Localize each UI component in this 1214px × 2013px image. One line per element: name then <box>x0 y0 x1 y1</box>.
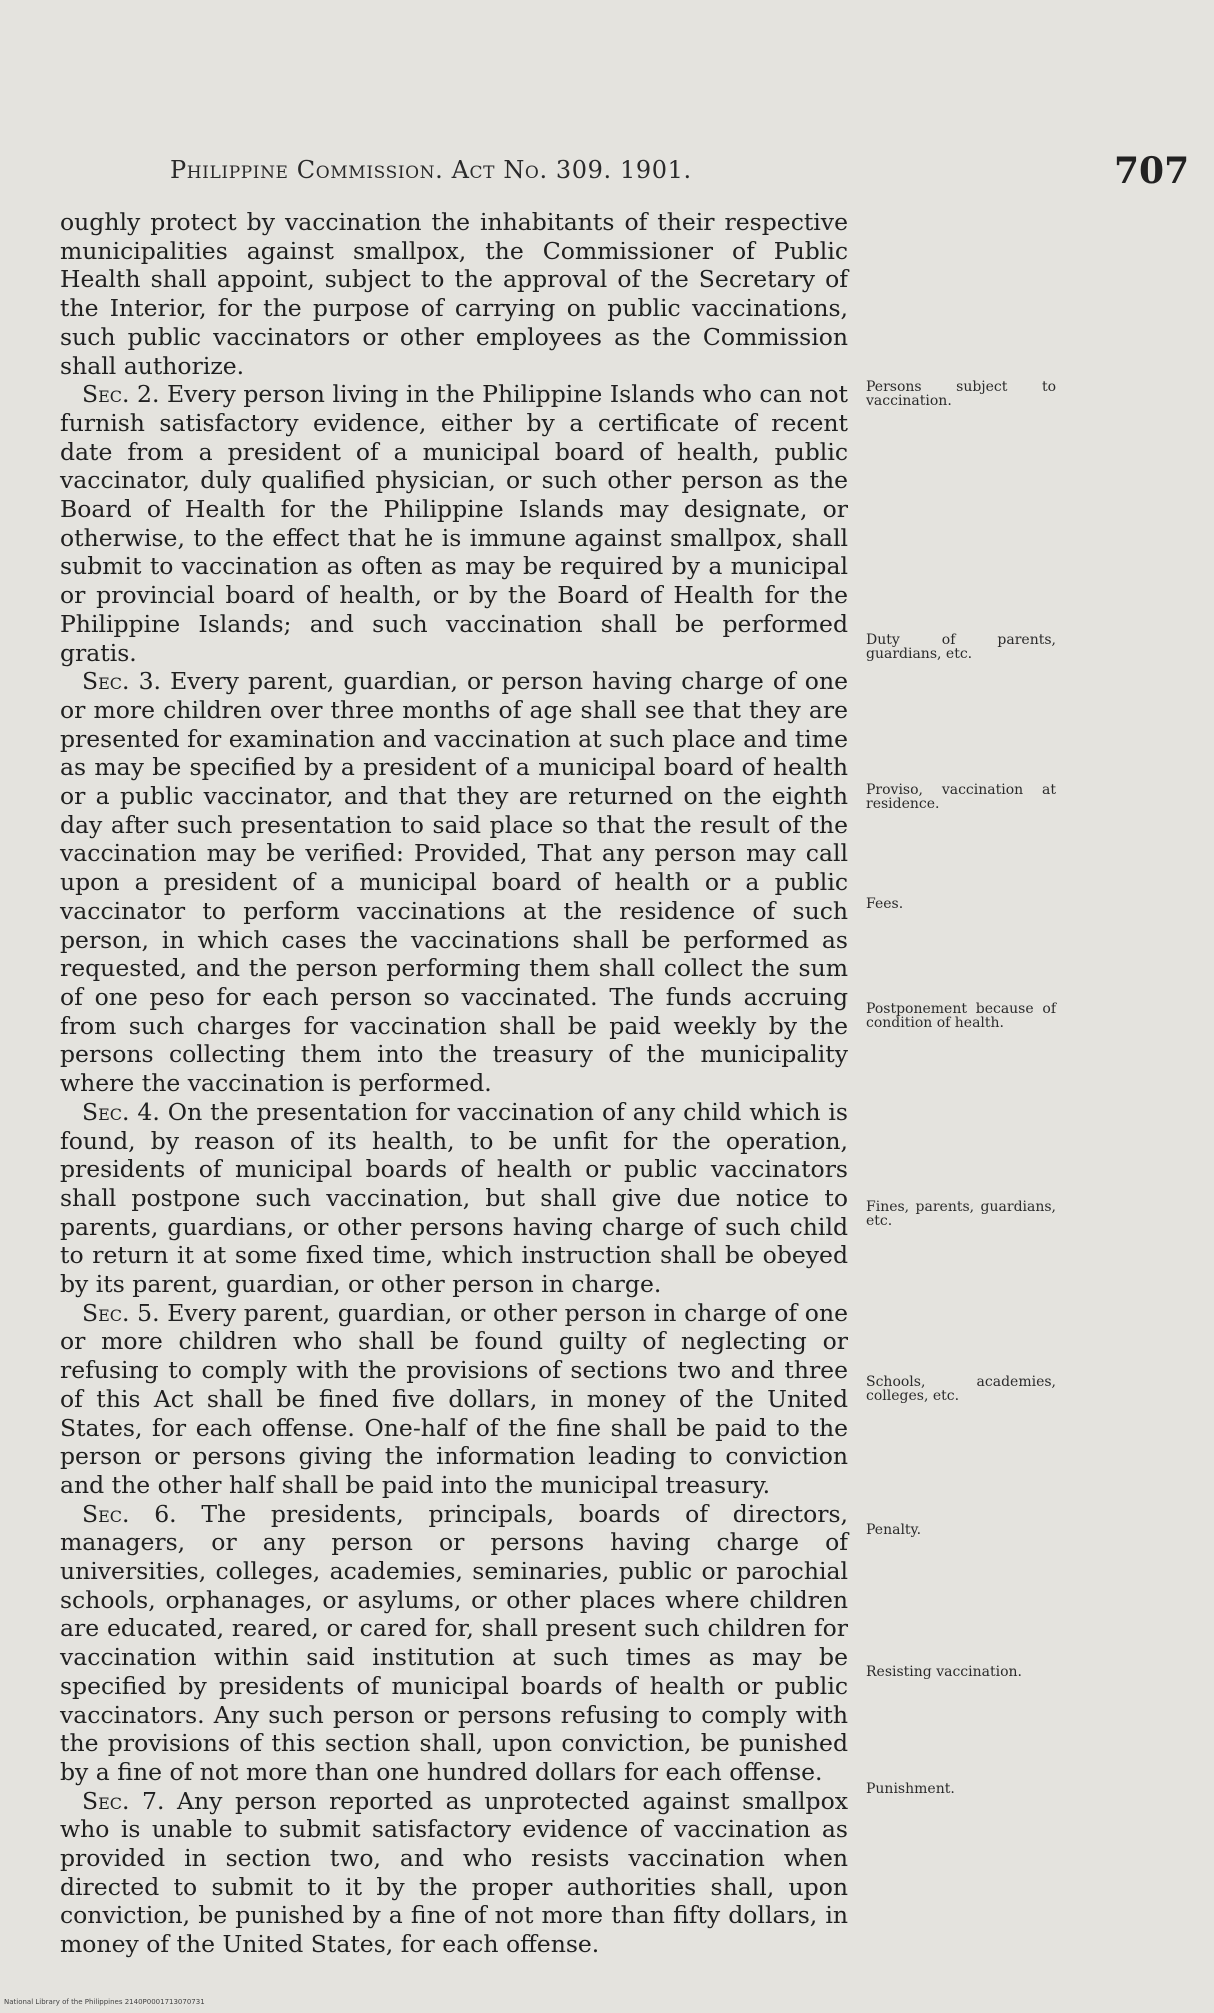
paragraph-text: Every parent, guardian, or other person in charge of one or more children who shall be found guilty of neglecting or refusing to comply with the provisions of sections two and three of this Act shall be fined five dollars, in money of the United States, for each offense. One-half of the fine shall be paid to the person or persons giving the information leading to conviction and the other half shall be paid into the municipal treasury. <box>60 1298 848 1499</box>
section-6 <box>60 1500 848 1787</box>
section-label: Sec. 2. <box>82 380 160 409</box>
margin-note-schools: Schools, academies, colleges, etc. <box>866 1374 1056 1404</box>
margin-note-duty-of-parents: Duty of parents, guardians, etc. <box>866 632 1056 662</box>
section-label: Sec. 6. <box>82 1499 177 1528</box>
margin-note-penalty: Penalty. <box>866 1522 922 1538</box>
margin-note-proviso: Proviso, vaccination at residence. <box>866 782 1056 812</box>
section-4 <box>60 1098 848 1299</box>
margin-note-resisting: Resisting vaccination. <box>866 1664 1022 1680</box>
section-label: Sec. 7. <box>82 1786 165 1815</box>
body-text <box>60 208 848 1959</box>
running-head: Philippine Commission. Act No. 309. 1901. <box>170 156 692 184</box>
page-header <box>170 150 1190 196</box>
paragraph-text: On the presentation for vaccination of any child which is found, by reason of its health, to be unfit for the operation, presidents of municipal boards of health or public vaccinators shall postpone such vaccination, but shall give due notice to parents, guardians, or other persons having charge of such child to return it at some fixed time, which instruction shall be obeyed by its parent, guardian, or other person in charge. <box>60 1097 848 1299</box>
paragraph-text: The presidents, principals, boards of directors, managers, or any person or persons having charge of universities, colleges, academies, seminaries, public or parochial schools, orphanages, or asylums, or other places where children are educated, reared, or cared for, shall present such children for vaccination within said institution at such times as may be specified by presidents of municipal boards of health or public vaccinators. Any such person or persons refusing to comply with the provisions of this section shall, upon conviction, be punished by a fine of not more than one hundred dollars for each offense. <box>60 1499 848 1786</box>
section-3 <box>60 667 848 1098</box>
margin-note-persons-subject: Persons subject to vaccination. <box>866 379 1056 409</box>
paragraph-text: Every parent, guardian, or person having charge of one or more children over three months of age shall see that they are presented for examination and vaccination at such place and time as may be specified by a president of a municipal board of health or a public vaccinator, and that they are returned on the eighth day after such presentation to said place so that the result of the vaccination may be verified: Provided, That any person may call upon a president of a municipal board of health or a public vaccinator to perform vaccinations at the residence of such person, in which cases the vaccinations shall be performed as requested, and the person performing them shall collect the sum of one peso for each person so vaccinated. The funds accruing from such charges for vaccination shall be paid weekly by the persons collecting them into the treasury of the municipality where the vaccination is performed. <box>60 667 848 1098</box>
section-7 <box>60 1787 848 1959</box>
section-2 <box>60 380 848 667</box>
margin-note-fees: Fees. <box>866 896 904 912</box>
paragraph-text: oughly protect by vaccination the inhabitants of their respective municipalities against smallpox, the Commissioner of Public Health shall appoint, subject to the approval of the Secretary of the Interior, for the purpose of carrying on public vaccinations, such public vaccinators or other employees as the Commission shall authorize. <box>60 208 848 380</box>
page-number: 707 <box>1114 150 1190 192</box>
paragraph-text: Any person reported as unprotected against smallpox who is unable to submit satisfactory evidence of vaccination as provided in section two, and who resists vaccination when directed to submit to it by the proper authorities shall, upon conviction, be punished by a fine of not more than fifty dollars, in money of the United States, for each offense. <box>60 1786 848 1959</box>
margin-note-punishment: Punishment. <box>866 1781 955 1797</box>
margin-note-fines: Fines, parents, guardians, etc. <box>866 1199 1056 1229</box>
section-5 <box>60 1299 848 1500</box>
paragraph-text: Every person living in the Philippine Islands who can not furnish satisfactory evidence, either by a certificate of recent date from a president of a municipal board of health, public vaccinator, duly qualified physician, or such other person as the Board of Health for the Philippine Islands may designate, or otherwise, to the effect that he is immune against smallpox, shall submit to vaccination as often as may be required by a municipal or provincial board of health, or by the Board of Health for the Philippine Islands; and such vaccination shall be performed gratis. <box>60 380 848 667</box>
margin-note-postponement: Postponement because of condition of health. <box>866 1001 1056 1031</box>
section-label: Sec. 3. <box>82 667 161 696</box>
section-label: Sec. 4. <box>82 1097 160 1126</box>
section-label: Sec. 5. <box>82 1298 160 1327</box>
scan-footer: National Library of the Philippines 2140P0001713070731 <box>4 1998 205 2006</box>
paragraph-continuation <box>60 208 848 380</box>
